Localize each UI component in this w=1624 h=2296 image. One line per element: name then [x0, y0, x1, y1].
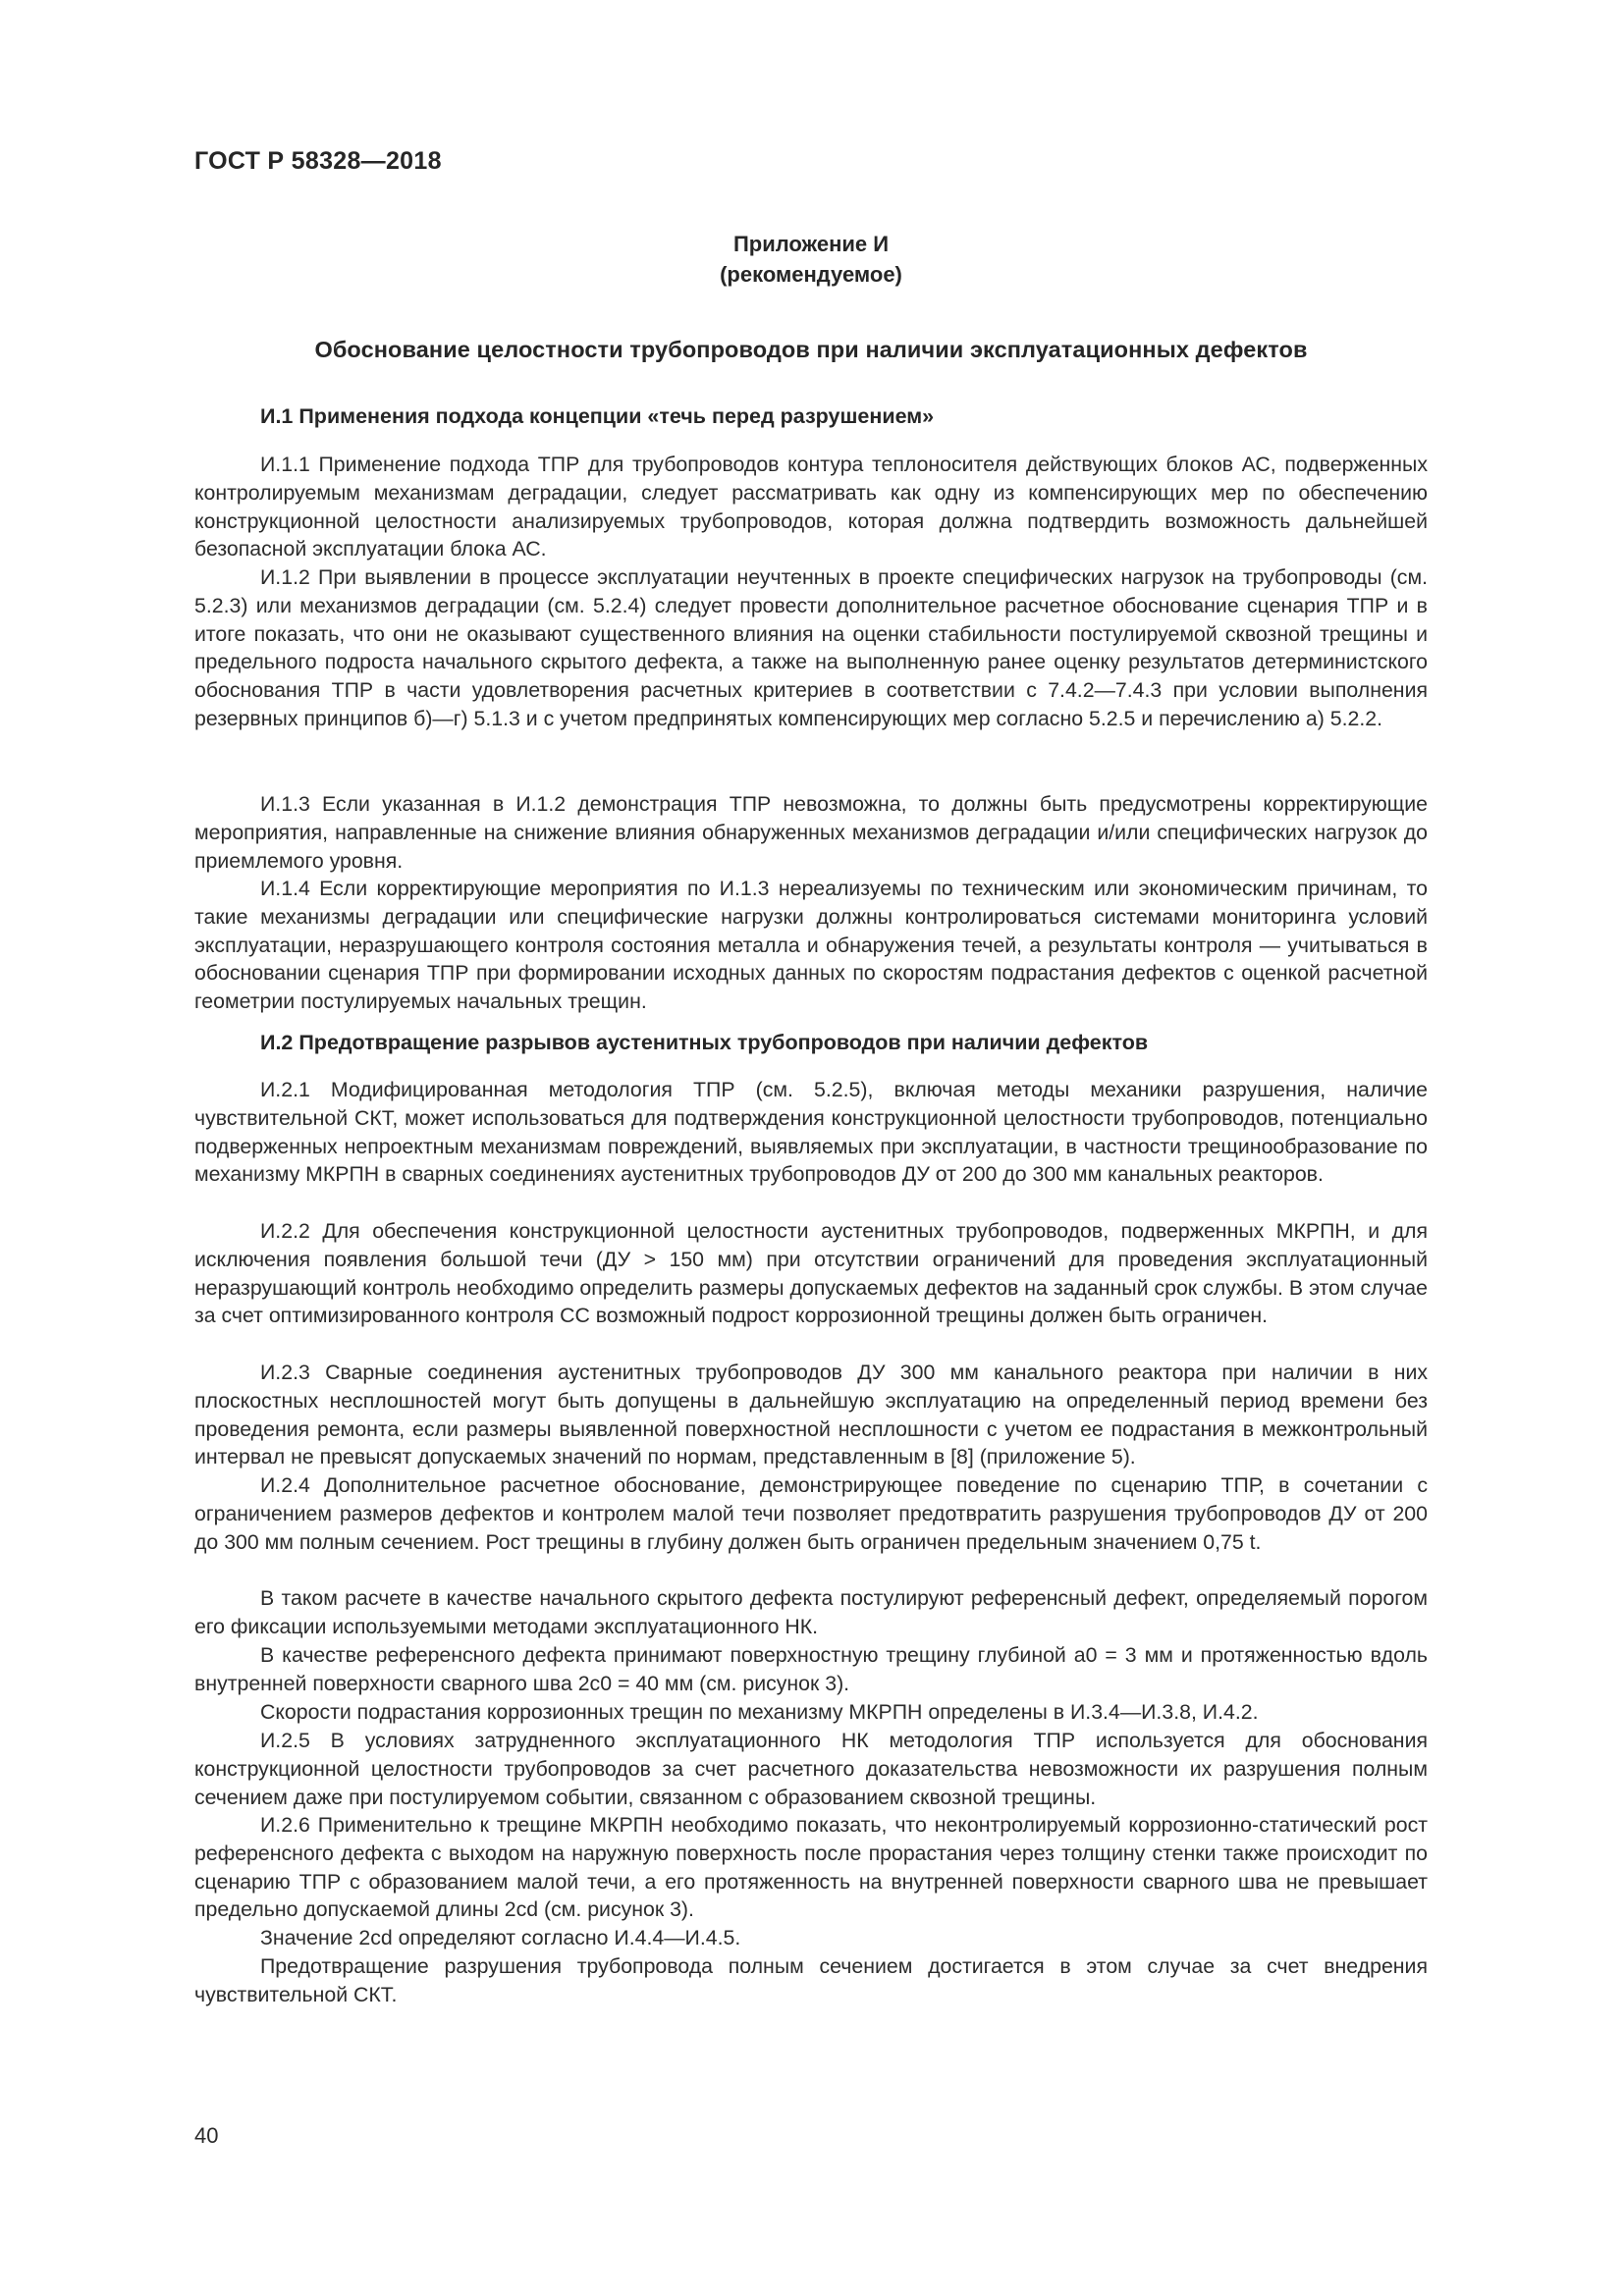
page-title: Обоснование целостности трубопроводов при наличии эксплуатационных дефектов: [314, 337, 1308, 362]
paragraph: Значение 2cd определяют согласно И.4.4—И.4.5.: [260, 1926, 741, 1949]
paragraph: И.2.1 Модифицированная методология ТПР (см. 5.2.5), включая методы механики разрушения, наличие чувствительной СКТ, может использоваться для подтверждения конструкционной целостности трубопроводов, потенциально подверженных непроектным механизмам повреждений, выявляемых при эксплуатации, в частности трещинообразование по механизму МКРПН в сварных соединениях аустенитных трубопроводов ДУ от 200 до 300 мм канальных реакторов.: [194, 1078, 1428, 1187]
paragraph: И.1.3 Если указанная в И.1.2 демонстрация ТПР невозможна, то должны быть предусмотрены корректирующие мероприятия, направленные на снижение влияния обнаруженных механизмов деградации и/или специфических нагрузок до приемлемого уровня.: [194, 792, 1428, 873]
standard-header: ГОСТ Р 58328—2018: [194, 147, 442, 175]
paragraph: И.1.1 Применение подхода ТПР для трубопроводов контура теплоносителя действующих блоков АС, подверженных контролируемым механизмам деградации, следует рассматривать как одну из компенсирующих мер по обеспечению конструкционной целостности анализируемых трубопроводов, которая должна подтвердить возможность дальнейшей безопасной эксплуатации блока АС.: [194, 453, 1428, 561]
paragraph: И.2.5 В условиях затрудненного эксплуатационного НК методология ТПР используется для обоснования конструкционной целостности трубопроводов за счет расчетного доказательства невозможности их разрушения полным сечением даже при постулируемом событии, связанном с образованием сквозной трещины.: [194, 1729, 1428, 1809]
paragraph: И.1.2 При выявлении в процессе эксплуатации неучтенных в проекте специфических нагрузок на трубопроводы (см. 5.2.3) или механизмов деградации (см. 5.2.4) следует провести дополнительное расчетное обоснование сценария ТПР и в итоге показать, что они не оказывают существенного влияния на оценки стабильности постулируемой сквозной трещины и предельного подроста начального скрытого дефекта, а также на выполненную ранее оценку результатов детерминистского обоснования ТПР в части удовлетворения расчетных критериев в соответствии с 7.4.2—7.4.3 при условии выполнения резервных принципов б)—г) 5.1.3 и с учетом предпринятых компенсирующих мер согласно 5.2.5 и перечислению а) 5.2.2.: [194, 565, 1428, 730]
section-heading-2: И.2 Предотвращение разрывов аустенитных трубопроводов при наличии дефектов: [260, 1031, 1149, 1054]
section-heading-1: И.1 Применения подхода концепции «течь перед разрушением»: [260, 404, 935, 428]
paragraph: В качестве референсного дефекта принимают поверхностную трещину глубиной a0 = 3 мм и протяженностью вдоль внутренней поверхности сварного шва 2c0 = 40 мм (см. рисунок 3).: [194, 1643, 1428, 1695]
paragraph: В таком расчете в качестве начального скрытого дефекта постулируют референсный дефект, определяемый порогом его фиксации используемыми методами эксплуатационного НК.: [194, 1586, 1428, 1638]
page-number: 40: [194, 2123, 219, 2148]
paragraph: И.1.4 Если корректирующие мероприятия по И.1.3 нереализуемы по техническим или экономическим причинам, то такие механизмы деградации или специфические нагрузки должны контролироваться системами мониторинга условий эксплуатации, неразрушающего контроля состояния металла и обнаружения течей, а результаты контроля — учитываться в обосновании сценария ТПР при формировании исходных данных по скоростям подрастания дефектов с оценкой расчетной геометрии постулируемых начальных трещин.: [194, 877, 1428, 1014]
paragraph: И.2.4 Дополнительное расчетное обоснование, демонстрирующее поведение по сценарию ТПР, в сочетании с ограничением размеров дефектов и контролем малой течи позволяет предотвратить разрушения трубопроводов ДУ от 200 до 300 мм полным сечением. Рост трещины в глубину должен быть ограничен предельным значением 0,75 t.: [194, 1473, 1428, 1554]
appendix-status: (рекомендуемое): [720, 262, 902, 287]
paragraph: И.2.3 Сварные соединения аустенитных трубопроводов ДУ 300 мм канального реактора при наличии в них плоскостных несплошностей могут быть допущены в дальнейшую эксплуатацию на определенный период времени без проведения ремонта, если размеры выявленной поверхностной несплошности с учетом ее подрастания в межконтрольный интервал не превысят допускаемых значений по нормам, представленным в [8] (приложение 5).: [194, 1361, 1428, 1469]
paragraph: И.2.6 Применительно к трещине МКРПН необходимо показать, что неконтролируемый коррозионно-статический рост референсного дефекта с выходом на наружную поверхность после прорастания через толщину стенки также происходит по сценарию ТПР с образованием малой течи, а его протяженность на внутренней поверхности сварного шва не превышает предельно допускаемой длины 2cd (см. рисунок 3).: [194, 1813, 1428, 1922]
paragraph: Предотвращение разрушения трубопровода полным сечением достигается в этом случае за счет внедрения чувствительной СКТ.: [194, 1954, 1428, 2006]
appendix-heading: [194, 229, 1428, 290]
appendix-label: Приложение И: [732, 232, 890, 256]
paragraph: Скорости подрастания коррозионных трещин по механизму МКРПН определены в И.3.4—И.3.8, И.4.2.: [260, 1700, 1259, 1724]
paragraph: И.2.2 Для обеспечения конструкционной целостности аустенитных трубопроводов, подверженных МКРПН, и для исключения появления большой течи (ДУ > 150 мм) при отсутствии ограничений для проведения эксплуатационный неразрушающий контроль необходимо определить размеры допускаемых дефектов на заданный срок службы. В этом случае за счет оптимизированного контроля СС возможный подрост коррозионной трещины должен быть ограничен.: [194, 1219, 1428, 1328]
